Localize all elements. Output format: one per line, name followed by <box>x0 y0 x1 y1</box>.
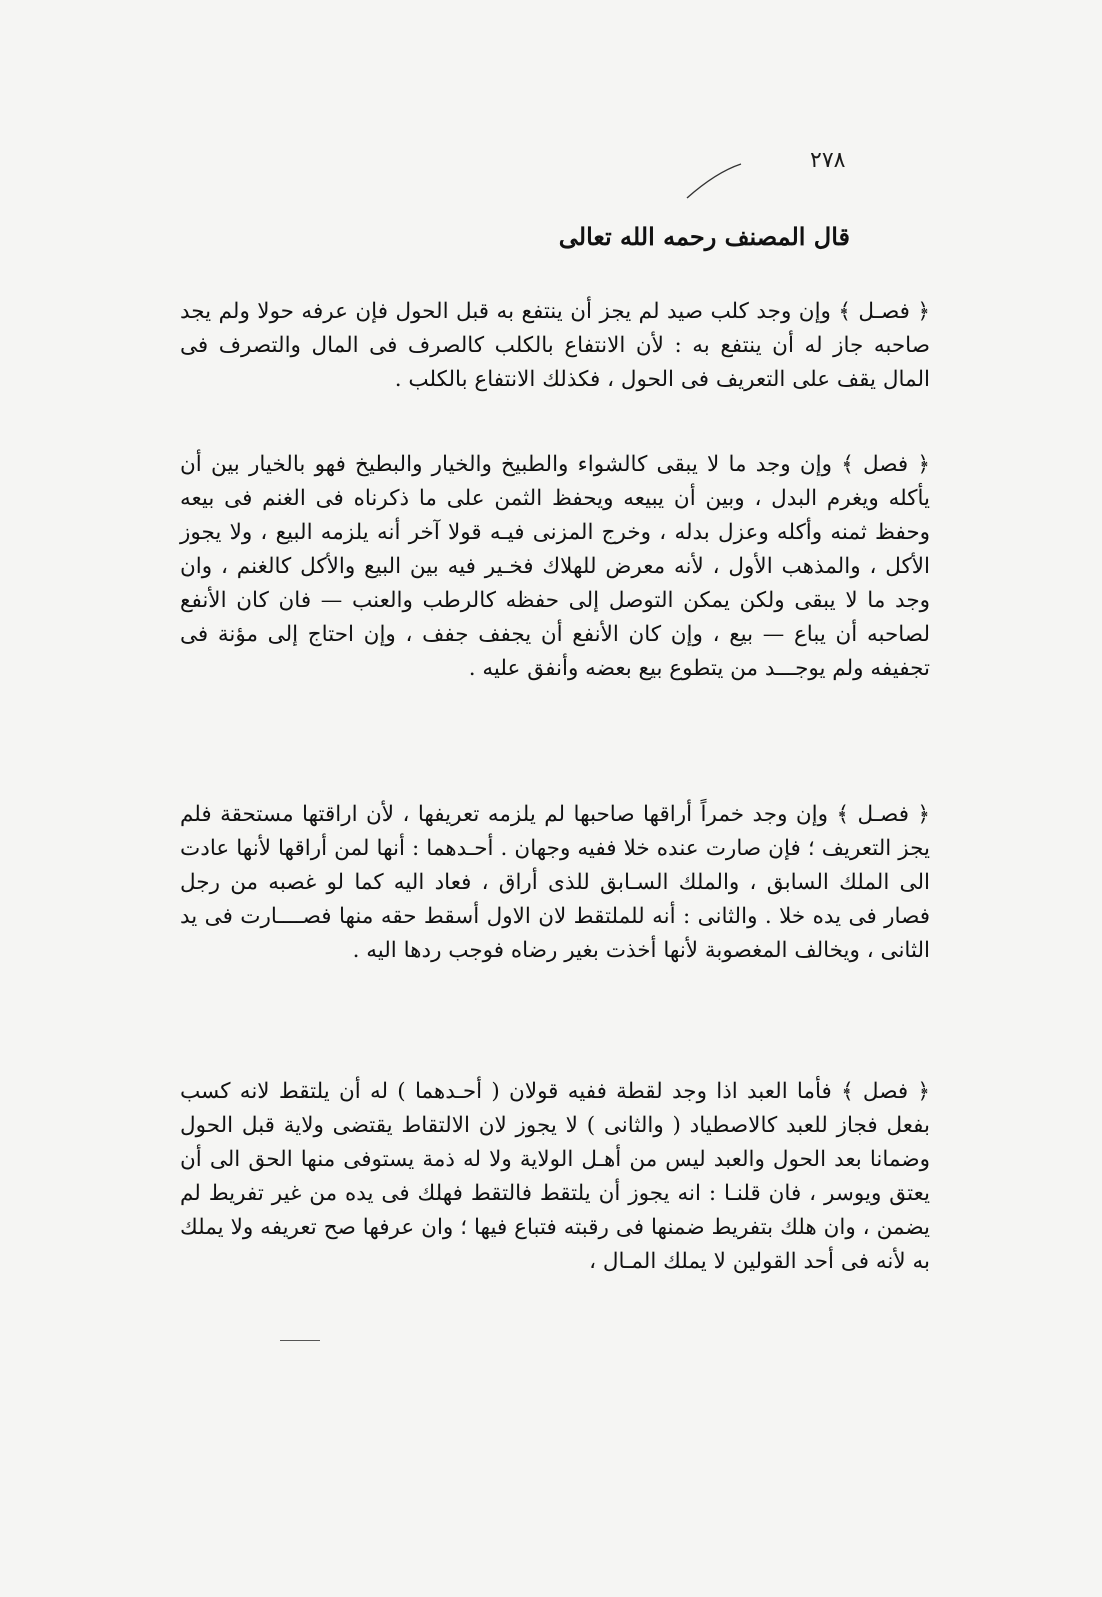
paragraph-text: ﴿ فصل ﴾ وإن وجد ما لا يبقى كالشواء والطبيخ والخيار والبطيخ فهو بالخيار بين أن يأكله ويغرم البدل ، وبين أن يبيعه ويحفظ الثمن على ما ذكرناه فى الغنم فى بيعه وحفظ ثمنه وأكله وعزل بدله ، وخرج المزنى فيـه قولا آخر أنه يلزمه البيع ، ولا يجوز الأكل ، والمذهب الأول ، لأنه معرض للهلاك فخـير فيه بين البيع والأكل كالغنم ، وان وجد ما لا يبقى ولكن يمكن التوصل إلى حفظه كالرطب والعنب — فان كان الأنفع لصاحبه أن يباع — بيع ، وإن كان الأنفع أن يجفف جفف ، وإن احتاج إلى مؤنة فى تجفيفه ولم يوجـــد من يتطوع بيع بعضه وأنفق عليه . <box>180 452 930 681</box>
paragraph-perishables <box>180 448 930 686</box>
section-heading: قال المصنف رحمه الله تعالى <box>558 222 850 251</box>
paragraph-wine <box>180 798 930 968</box>
paragraph-text: ﴿ فصـل ﴾ وإن وجد كلب صيد لم يجز أن ينتفع به قبل الحول فإن عرفه حولا ولم يجد صاحبه جاز له أن ينتفع به : لأن الانتفاع بالكلب كالصرف فى المال والتصرف فى المال يقف على التعريف فى الحول ، فكذلك الانتفاع بالكلب . <box>180 299 930 392</box>
paragraph-slave-finder <box>180 1075 930 1279</box>
page-number: ٢٧٨ <box>810 148 846 173</box>
pen-stroke-mark <box>685 160 745 200</box>
footer-rule <box>280 1340 320 1341</box>
paragraph-kalb-sayd <box>180 295 930 397</box>
paragraph-text: ﴿ فصل ﴾ فأما العبد اذا وجد لقطة ففيه قولان ( أحـدهما ) له أن يلتقط لانه كسب بفعل فجاز للعبد كالاصطياد ( والثانى ) لا يجوز لان الالتقاط يقتضى ولاية قبل الحول وضمانا بعد الحول والعبد ليس من أهـل الولاية ولا له ذمة يستوفى منها الحق الى أن يعتق ويوسر ، فان قلنـا : انه يجوز أن يلتقط فالتقط فهلك فى يده من غير تفريط لم يضمن ، وان هلك بتفريط ضمنها فى رقبته فتباع فيها ؛ وان عرفها صح تعريفه ولا يملك به لأنه فى أحد القولين لا يملك المـال ، <box>180 1079 930 1274</box>
paragraph-text: ﴿ فصـل ﴾ وإن وجد خمراً أراقها صاحبها لم يلزمه تعريفها ، لأن اراقتها مستحقة فلم يجز التعريف ؛ فإن صارت عنده خلا ففيه وجهان . أحـدهما : أنها لمن أراقها لأنها عادت الى الملك السابق ، والملك السـابق للذى أراق ، فعاد اليه كما لو غصبه من رجل فصار فى يده خلا . والثانى : أنه للملتقط لان الاول أسقط حقه منها فصــــارت فى يد الثانى ، ويخالف المغصوبة لأنها أخذت بغير رضاه فوجب ردها اليه . <box>180 802 930 963</box>
